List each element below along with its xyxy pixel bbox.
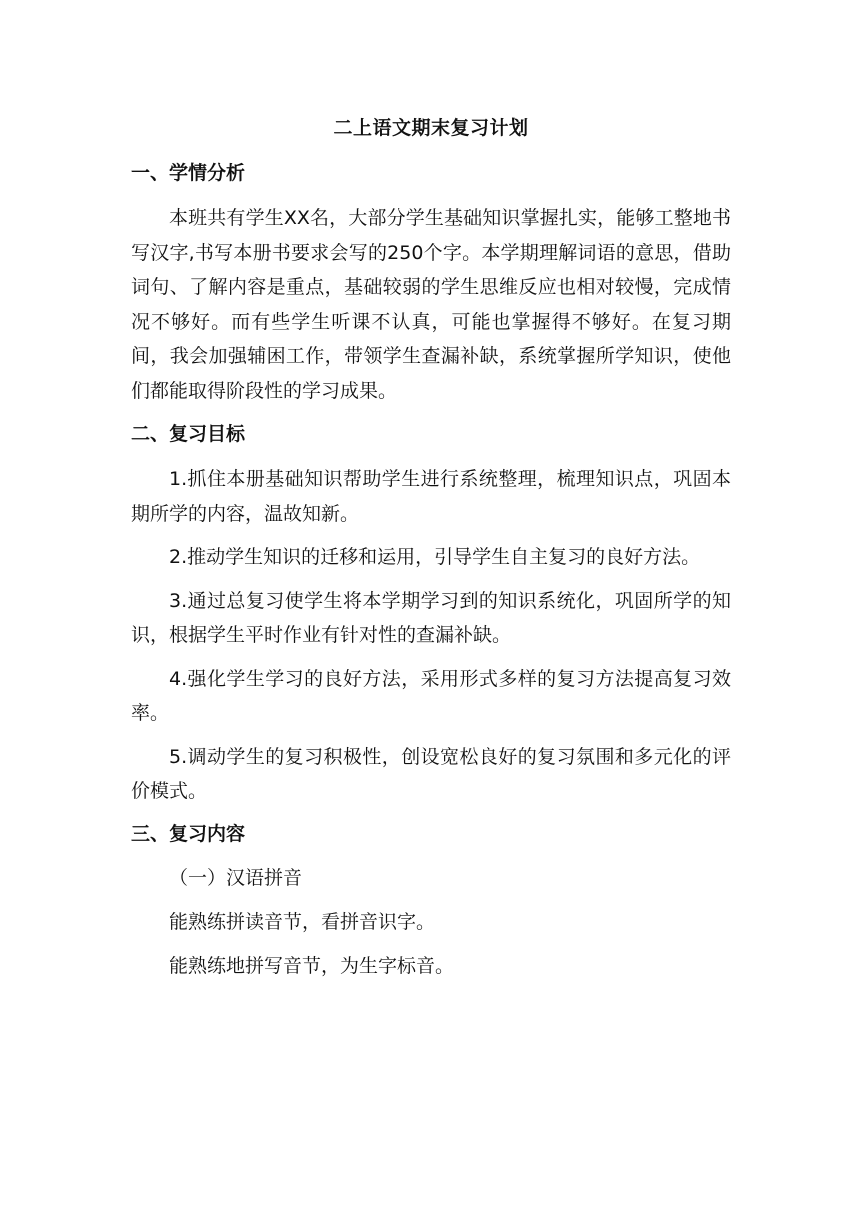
document-title: 二上语文期末复习计划: [333, 117, 529, 139]
document-content: [131, 112, 731, 994]
goal-item-1: 1.抓住本册基础知识帮助学生进行系统整理，梳理知识点，巩固本期所学的内容，温故知新。: [131, 468, 731, 525]
content-line-2: 能熟练地拼写音节，为生字标音。: [169, 954, 455, 977]
content-line-1: 能熟练拼读音节，看拼音识字。: [169, 910, 436, 933]
section-heading-analysis: 一、学情分析: [131, 162, 246, 184]
goal-item-4: 4.强化学生学习的良好方法，采用形式多样的复习方法提高复习效率。: [131, 667, 731, 724]
goal-item-2: 2.推动学生知识的迁移和运用，引导学生自主复习的良好方法。: [169, 546, 701, 568]
section-heading-content: 三、复习内容: [131, 822, 246, 845]
goal-item-3: 3.通过总复习使学生将本学期学习到的知识系统化，巩固所学的知识，根据学生平时作业有针对性的查漏补缺。: [131, 589, 731, 646]
section-heading-goals: 二、复习目标: [131, 423, 246, 445]
subsection-heading-pinyin: （一）汉语拼音: [169, 866, 303, 889]
analysis-paragraph: 本班共有学生XX名，大部分学生基础知识掌握扎实，能够工整地书写汉字,书写本册书要求会写的250个字。本学期理解词语的意思，借助词句、了解内容是重点，基础较弱的学生思维反应也相对较慢，完成情况不够好。而有些学生听课不认真，可能也掌握得不够好。在复习期间，我会加强辅困工作，带领学生查漏补缺，系统掌握所学知识，使他们都能取得阶段性的学习成果。: [131, 207, 731, 402]
goal-item-5: 5.调动学生的复习积极性，创设宽松良好的复习氛围和多元化的评价模式。: [131, 745, 731, 802]
